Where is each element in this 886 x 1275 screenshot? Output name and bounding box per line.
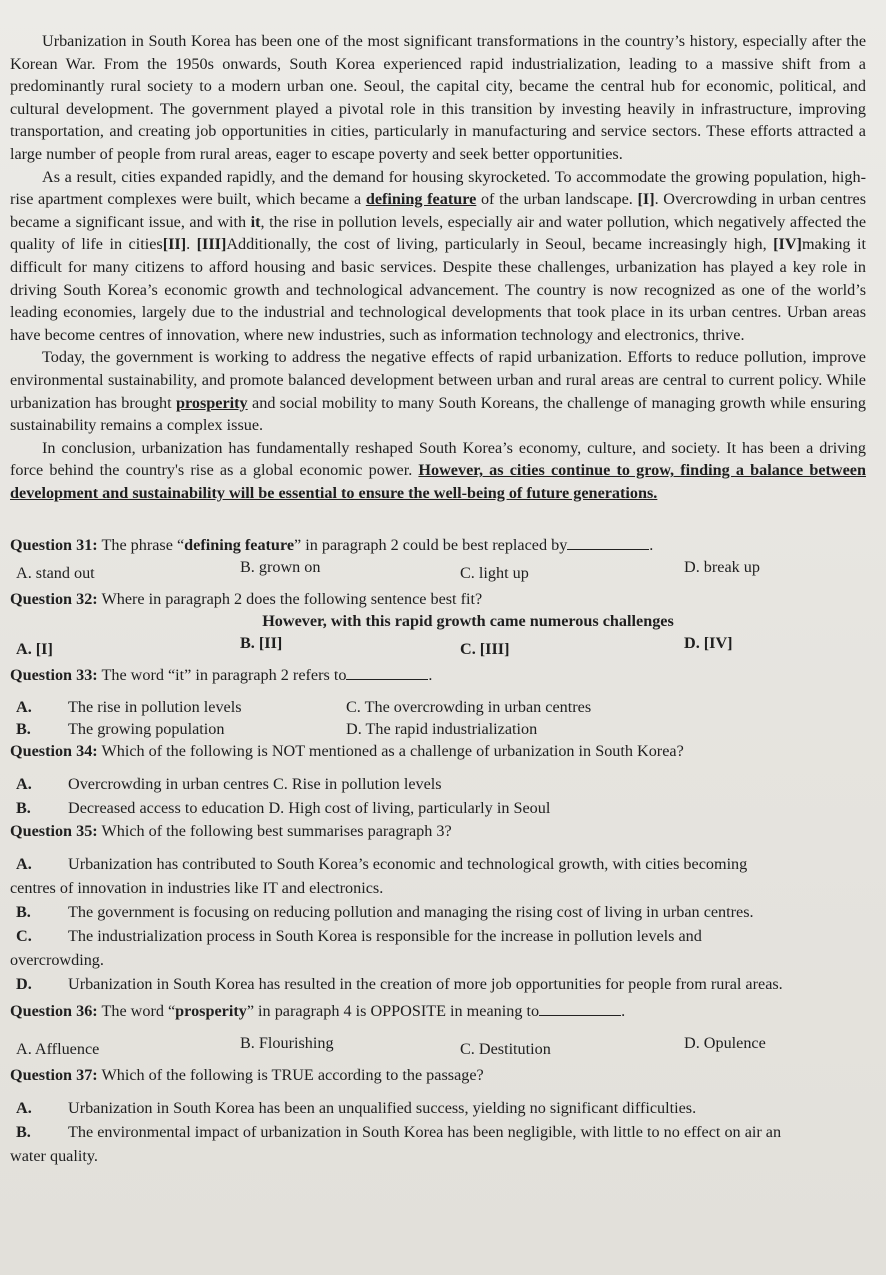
q34-line1-text: Overcrowding in urban centres C. Rise in pollution levels (68, 775, 442, 794)
p2-text-d: , the rise in pollution levels, especially air and water pollution, which negatively affected the quality of life in cities (10, 212, 866, 254)
q36-text-a: The word “ (97, 1002, 176, 1021)
q35-c-text: The industrialization process in South Korea is responsible for the increase in pollution levels and (68, 927, 702, 946)
q36-label: Question 36: (10, 1002, 98, 1021)
q35-option-b[interactable] (10, 900, 866, 924)
q32-option-c[interactable]: C. [III] (460, 640, 510, 659)
q33-option-a[interactable] (16, 696, 346, 718)
q35-a-letter: A. (16, 855, 32, 874)
q31-answer-blank[interactable] (567, 535, 649, 550)
p4-text-a: In conclusion, urbanization has fundamentally reshaped South Korea’s economy, culture, and society. It has been a driving force behind the country's rise as a global economic power. (10, 438, 866, 480)
q31-option-d[interactable]: D. break up (684, 558, 760, 577)
q32-option-a[interactable]: A. [I] (16, 640, 53, 659)
marker-4: [IV] (773, 235, 802, 254)
q31-text-a: The phrase “ (97, 536, 185, 555)
q34-line2-text: Decreased access to education D. High cost of living, particularly in Seoul (68, 799, 551, 818)
q31-label: Question 31: (10, 536, 98, 555)
q36-text-b: ” in paragraph 4 is OPPOSITE in meaning to (246, 1002, 540, 1021)
q35-option-d[interactable] (10, 972, 866, 996)
q35-c-letter: C. (16, 927, 32, 946)
q35-option-c[interactable] (10, 924, 866, 948)
passage-paragraph-1 (10, 30, 866, 166)
q34-option-line-2[interactable] (10, 796, 866, 820)
question-33 (10, 664, 866, 686)
q33-answer-blank[interactable] (346, 665, 428, 680)
passage-paragraph-4 (10, 437, 866, 505)
q33-end: . (428, 666, 433, 685)
q34-text: Which of the following is NOT mentioned as a challenge of urbanization in South Korea? (97, 742, 684, 761)
p3-text-a: Today, the government is working to address the negative effects of rapid urbanization. Efforts to reduce pollution, improve environmental sustainability, and promote balanced development between urban and rural areas are central to current policy. While urbanization has brought (10, 348, 866, 412)
q33-label: Question 33: (10, 666, 98, 685)
q37-b-continuation: water quality. (10, 1147, 98, 1166)
q37-b-text: The environmental impact of urbanization in South Korea has been negligible, with little to no effect on air an (68, 1123, 782, 1142)
q36-options (10, 1032, 866, 1059)
q33-options (10, 696, 866, 740)
p3-text-b: and social mobility to many South Koreans, the challenge of managing growth while ensuring sustainability remains a complex issue. (10, 393, 866, 435)
q36-end: . (621, 1002, 626, 1021)
q32-text: Where in paragraph 2 does the following sentence best fit? (97, 590, 483, 609)
question-36 (10, 1000, 866, 1022)
q31-end: . (649, 536, 654, 555)
q31-option-a[interactable]: A. stand out (16, 564, 95, 583)
q35-c-continuation: overcrowding. (10, 951, 104, 970)
q35-label: Question 35: (10, 822, 98, 841)
prosperity-word: prosperity (176, 393, 248, 412)
question-34 (10, 740, 866, 762)
q37-text: Which of the following is TRUE according to the passage? (97, 1066, 484, 1085)
q33-option-b-letter: B. (16, 720, 31, 739)
passage-paragraph-2 (10, 166, 866, 347)
defining-feature-phrase: defining feature (365, 190, 477, 209)
q31-option-b[interactable]: B. grown on (240, 558, 321, 577)
p2-text-a: As a result, cities expanded rapidly, and the demand for housing skyrocketed. To accommodate the growing population, high-rise apartment complexes were built, which became a (10, 167, 866, 209)
q35-b-letter: B. (16, 903, 31, 922)
q37-option-a[interactable] (10, 1096, 866, 1120)
q33-option-d[interactable]: D. The rapid industrialization (346, 720, 538, 739)
q31-options (10, 556, 866, 583)
q37-a-letter: A. (16, 1099, 32, 1118)
question-37 (10, 1064, 866, 1086)
q36-option-a[interactable]: A. Affluence (16, 1040, 100, 1059)
question-31 (10, 534, 866, 556)
word-it: it (250, 212, 261, 231)
q33-option-c[interactable]: C. The overcrowding in urban centres (346, 698, 592, 717)
q36-answer-blank[interactable] (539, 1001, 621, 1016)
q35-a-text: Urbanization has contributed to South Korea’s economic and technological growth, with cities becoming (68, 855, 748, 874)
q36-option-c[interactable]: C. Destitution (460, 1040, 551, 1059)
q33-option-a-letter: A. (16, 698, 32, 717)
q33-text: The word “it” in paragraph 2 refers to (97, 666, 347, 685)
p2-text-b: of the urban landscape. (476, 190, 638, 209)
q32-sentence: However, with this rapid growth came numerous challenges (262, 612, 674, 631)
q33-option-b[interactable] (16, 718, 346, 740)
q32-label: Question 32: (10, 590, 98, 609)
p2-text-g: making it difficult for many citizens to afford housing and basic services. Despite these challenges, urbanization has played a key role in driving South Korea’s economic growth and technological advancement. The country is now recognized as one of the world’s leading economies, largely due to the industrial and technological developments that took place in its urban centres. Urban areas have become centres of innovation, where new industries, such as information technology and electronics, thrive. (10, 235, 866, 344)
p2-text-e: . (186, 235, 197, 254)
q37-a-text: Urbanization in South Korea has been an unqualified success, yielding no significant difficulties. (68, 1099, 697, 1118)
q36-option-b[interactable]: B. Flourishing (240, 1034, 334, 1053)
q33-option-b-text: The growing population (68, 720, 225, 739)
q37-b-letter: B. (16, 1123, 31, 1142)
q31-option-c[interactable]: C. light up (460, 564, 529, 583)
q32-option-d[interactable]: D. [IV] (684, 634, 733, 653)
marker-3: [III] (196, 235, 227, 254)
passage-paragraph-3 (10, 346, 866, 436)
p4-underlined-sentence: However, as cities continue to grow, finding a balance between development and sustainability will be essential to ensure the well-being of future generations. (10, 461, 866, 502)
q36-bold: prosperity (175, 1002, 247, 1021)
q37-option-b[interactable] (10, 1120, 866, 1144)
q36-option-d[interactable]: D. Opulence (684, 1034, 766, 1053)
q35-b-text: The government is focusing on reducing pollution and managing the rising cost of living in urban centres. (68, 903, 754, 922)
q35-a-continuation: centres of innovation in industries like IT and electronics. (10, 879, 384, 898)
q32-option-b[interactable]: B. [II] (240, 634, 283, 653)
q35-option-a[interactable] (10, 852, 866, 876)
q31-bold: defining feature (184, 536, 295, 555)
p2-text-f: Additionally, the cost of living, particularly in Seoul, became increasingly high, (226, 235, 774, 254)
q31-text-b: ” in paragraph 2 could be best replaced by (294, 536, 568, 555)
q34-option-line-1[interactable] (10, 772, 866, 796)
q32-options (10, 632, 866, 659)
q34-label: Question 34: (10, 742, 98, 761)
q33-option-a-text: The rise in pollution levels (68, 698, 242, 717)
q34-line2-letter: B. (16, 799, 31, 818)
q37-label: Question 37: (10, 1066, 98, 1085)
q35-d-text: Urbanization in South Korea has resulted in the creation of more job opportunities for people from rural areas. (68, 975, 783, 994)
question-32 (10, 588, 866, 610)
q34-line1-letter: A. (16, 775, 32, 794)
question-35 (10, 820, 866, 842)
q35-d-letter: D. (16, 975, 32, 994)
marker-2: [II] (162, 235, 187, 254)
marker-1: [I] (637, 190, 655, 209)
q35-text: Which of the following best summarises paragraph 3? (97, 822, 452, 841)
paragraph-1-text: Urbanization in South Korea has been one of the most significant transformations in the country’s history, especially after the Korean War. From the 1950s onwards, South Korea experienced rapid industrialization, leading to a massive shift from a predominantly rural society to a modern urban one. Seoul, the capital city, became the central hub for economic, political, and cultural development. The government played a pivotal role in this transition by investing heavily in infrastructure, improving transportation, and creating job opportunities in cities, particularly in manufacturing and service sectors. These efforts attracted a large number of people from rural areas, eager to escape poverty and seek better opportunities. (10, 32, 866, 163)
p2-text-c: . Overcrowding in urban centres became a significant issue, and with (10, 190, 867, 231)
